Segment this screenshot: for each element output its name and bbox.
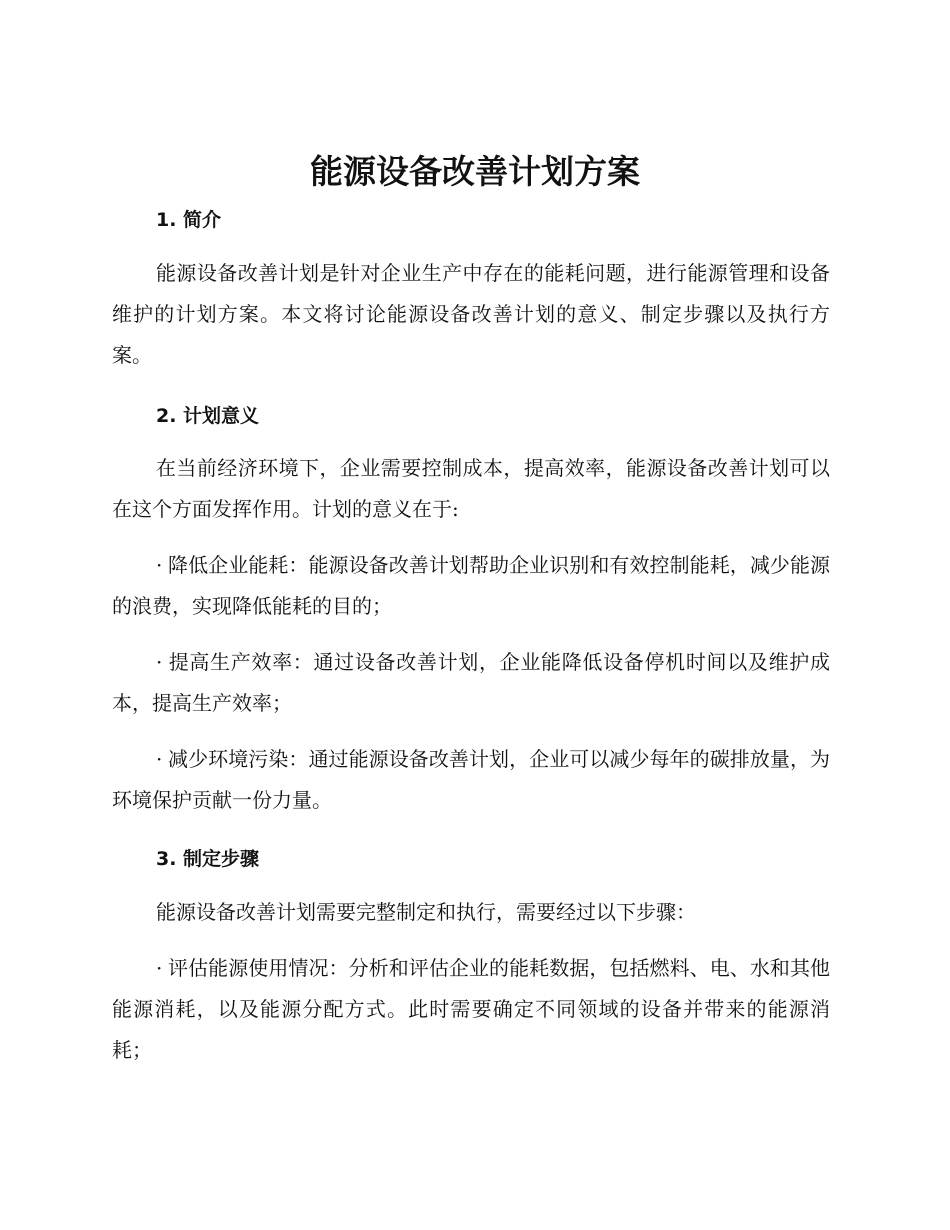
bullet-text: 降低企业能耗：能源设备改善计划帮助企业识别和有效控制能耗，减少能源的浪费，实现降低能耗的目的； (112, 553, 830, 618)
bullet-text: 评估能源使用情况：分析和评估企业的能耗数据，包括燃料、电、水和其他能源消耗，以及能源分配方式。此时需要确定不同领域的设备并带来的能源消耗； (112, 956, 830, 1062)
paragraph-steps: 能源设备改善计划需要完整制定和执行，需要经过以下步骤： (156, 900, 696, 924)
bullet-item-improve-efficiency (112, 642, 830, 724)
section-heading-intro: 1. 简介 (156, 209, 222, 231)
paragraph-intro: 能源设备改善计划是针对企业生产中存在的能耗问题，进行能源管理和设备维护的计划方案。本文将讨论能源设备改善计划的意义、制定步骤以及执行方案。 (112, 261, 830, 367)
bullet-dot: · (156, 553, 163, 577)
bullet-text: 减少环境污染：通过能源设备改善计划，企业可以减少每年的碳排放量，为环境保护贡献一份力量。 (112, 747, 830, 812)
section-heading-steps: 3. 制定步骤 (156, 848, 260, 870)
paragraph-significance: 在当前经济环境下，企业需要控制成本，提高效率，能源设备改善计划可以在这个方面发挥作用。计划的意义在于: (112, 456, 830, 521)
bullet-text: 提高生产效率：通过设备改善计划，企业能降低设备停机时间以及维护成本，提高生产效率； (112, 650, 830, 715)
bullet-dot: · (156, 747, 163, 771)
bullet-item-assess-energy (112, 948, 830, 1071)
bullet-item-reduce-energy (112, 545, 830, 627)
section-heading-significance: 2. 计划意义 (156, 405, 260, 427)
bullet-item-reduce-pollution (112, 739, 830, 821)
document-title: 能源设备改善计划方案 (310, 152, 640, 191)
bullet-dot: · (156, 650, 163, 674)
bullet-dot: · (156, 956, 163, 980)
